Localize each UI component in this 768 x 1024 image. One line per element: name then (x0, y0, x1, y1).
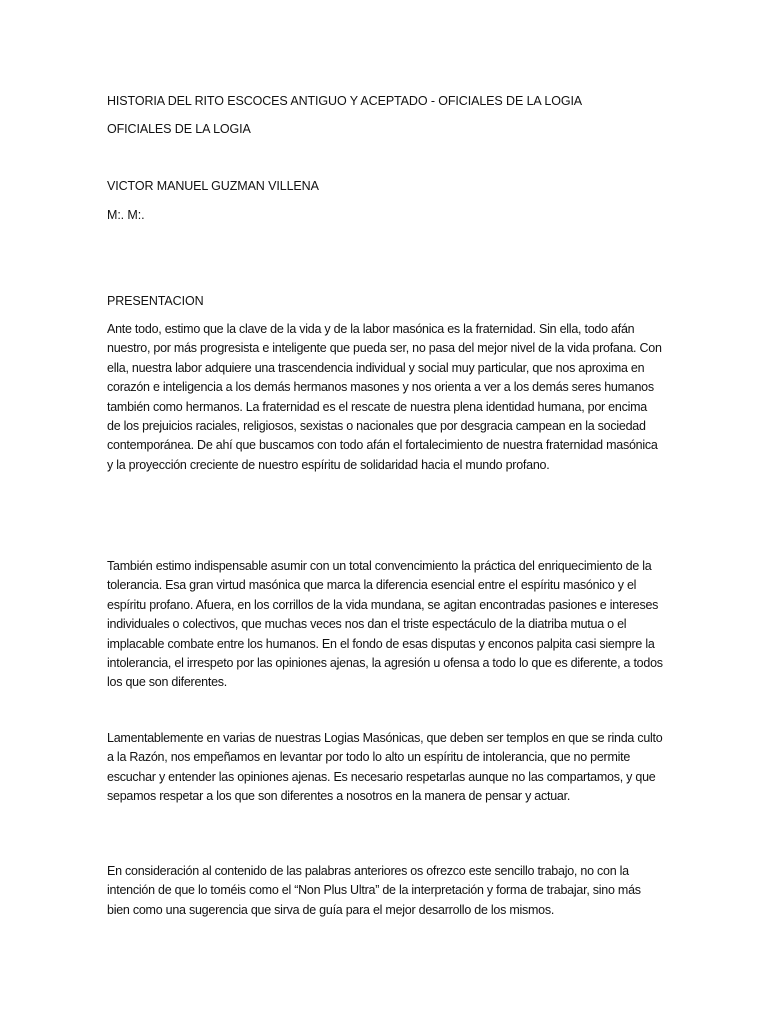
section-heading: PRESENTACION (107, 294, 204, 308)
paragraph-consideration: En consideración al contenido de las palabras anteriores os ofrezco este sencillo trabajo, no con la intención de que lo toméis como el “Non Plus Ultra” de la interpretación y forma de trabajar, sino más bien como una sugerencia que sirva de guía para el mejor desarrollo de los mismos. (107, 864, 641, 917)
paragraph-presentation: Ante todo, estimo que la clave de la vida y de la labor masónica es la fraternidad. Sin ella, todo afán nuestro, por más progresista e inteligente que pueda ser, no pasa del mejor nivel de la vida profana. Con ella, nuestra labor adquiere una trascendencia individual y social muy particular, que nos aproxima en corazón e inteligencia a los demás hermanos masones y nos orienta a ver a los demás seres humanos también como hermanos. La fraternidad es el rescate de nuestra plena identidad humana, por encima de los prejuicios raciales, religiosos, sexistas o nacionales que por desgracia campean en la sociedad contemporánea. De ahí que buscamos con todo afán el fortalecimiento de nuestra fraternidad masónica y la proyección creciente de nuestro espíritu de solidaridad hacia el mundo profano. (107, 322, 662, 472)
document-title: HISTORIA DEL RITO ESCOCES ANTIGUO Y ACEPTADO - OFICIALES DE LA LOGIA (107, 94, 583, 108)
author-degree: M:. M:. (107, 208, 145, 222)
author-name: VICTOR MANUEL GUZMAN VILLENA (107, 179, 319, 193)
paragraph-logias: Lamentablemente en varias de nuestras Logias Masónicas, que deben ser templos en que se rinda culto a la Razón, nos empeñamos en levantar por todo lo alto un espíritu de intolerancia, que no permite escuchar y entender las opiniones ajenas. Es necesario respetarlas aunque no las compartamos, y que sepamos respetar a los que son diferentes a nosotros en la manera de pensar y actuar. (107, 731, 663, 804)
document-subtitle: OFICIALES DE LA LOGIA (107, 122, 251, 136)
paragraph-tolerance: También estimo indispensable asumir con un total convencimiento la práctica del enriquecimiento de la tolerancia. Esa gran virtud masónica que marca la diferencia esencial entre el espíritu masónico y el espíritu profano. Afuera, en los corrillos de la vida mundana, se agitan encontradas pasiones e intereses individuales o colectivos, que muchas veces nos dan el triste espectáculo de la diatriba mutua o el implacable combate entre los humanos. En el fondo de esas disputas y enconos palpita casi siempre la intolerancia, el irrespeto por las opiniones ajenas, la agresión u ofensa a todo lo que es diferente, a todos los que son diferentes. (107, 559, 663, 690)
